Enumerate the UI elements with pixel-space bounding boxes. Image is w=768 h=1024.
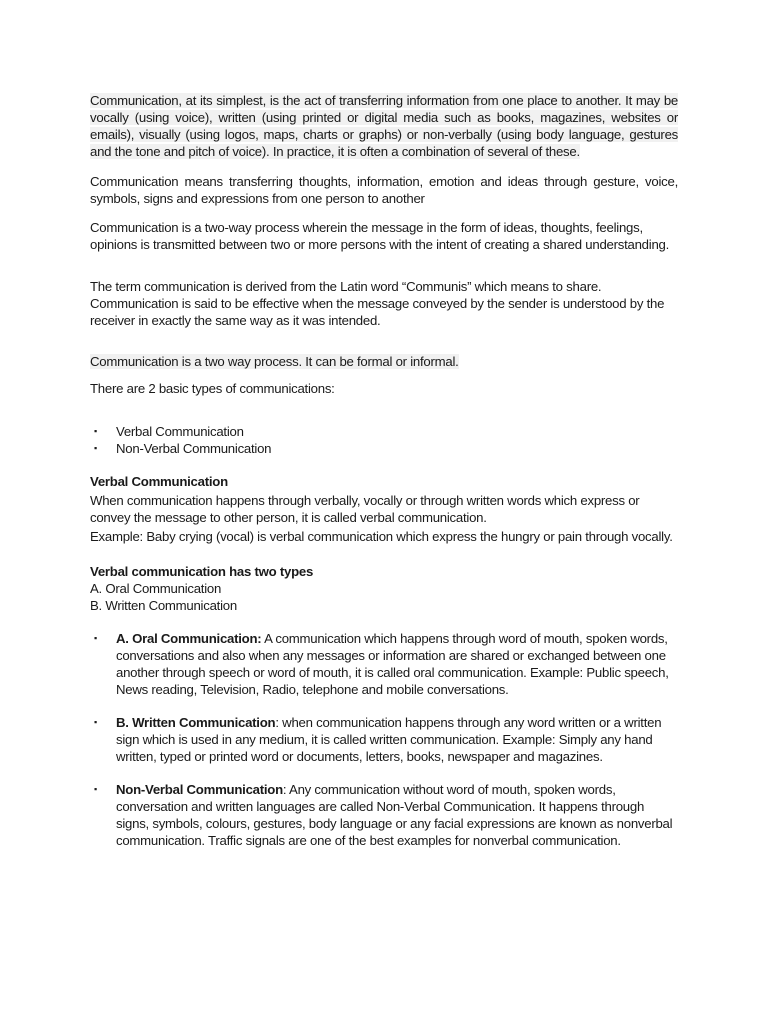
square-bullet-icon: ▪ [94, 784, 97, 794]
square-bullet-icon: ▪ [94, 426, 97, 436]
basic-types-list [90, 423, 678, 457]
document-page [90, 92, 678, 865]
highlighted-definition: Communication, at its simplest, is the act of transferring information from one place to another. It may be vocally (using voice), written (using printed or digital media such as books, magazines, websites or emails), visually (using logos, maps, charts or graphs) or non-verbally (using body language, gestures and the tone and pitch of voice). In practice, it is often a combination of several of these. [90, 93, 678, 159]
verbal-type-b: B. Written Communication [90, 598, 237, 613]
detail-text: A communication which happens through word of mouth, spoken words, conversations and also when any messages or information are shared or exchanged between one another through speech or word of mouth, it is called oral communication. Example: Public speech, News reading, Television, Radio, telephone and mobile conversations. [116, 631, 669, 697]
highlighted-formal-informal: Communication is a two way process. It can be formal or informal. [90, 354, 459, 369]
square-bullet-icon: ▪ [94, 633, 97, 643]
detail-text: : Any communication without word of mouth, spoken words, conversation and written languages are called Non-Verbal Communication. It happens through signs, symbols, colours, gestures, body language or any facial expressions are known as nonverbal communication. Traffic signals are one of the best examples for nonverbal communication. [116, 782, 673, 848]
detail-item-nonverbal [90, 781, 678, 849]
list-item-label: Non-Verbal Communication [116, 441, 272, 456]
definition-paragraph: Communication means transferring thoughts, information, emotion and ideas through gesture, voice, symbols, signs and expressions from one person to another [90, 174, 678, 206]
square-bullet-icon: ▪ [94, 443, 97, 453]
detail-item-oral [90, 630, 678, 698]
verbal-section [90, 473, 678, 545]
latin-origin-paragraph: The term communication is derived from the Latin word “Communis” which means to share. Communication is said to be effective when the message conveyed by the sender is understood by the receiver in exactly the same way as it was intended. [90, 279, 665, 328]
detail-item-written [90, 714, 678, 765]
detail-term: Non-Verbal Communication [116, 782, 283, 797]
list-item-label: Verbal Communication [116, 424, 244, 439]
verbal-definition: When communication happens through verbally, vocally or through written words which express or convey the message to other person, it is called verbal communication. [90, 493, 640, 525]
verbal-heading: Verbal Communication [90, 474, 228, 489]
detail-text: : when communication happens through any word written or a written sign which is used in any medium, it is called written communication. Example: Simply any hand written, typed or printed word or documents, letters, books, newspaper and magazines. [116, 715, 662, 764]
two-way-process-paragraph: Communication is a two-way process wherein the message in the form of ideas, thoughts, feelings, opinions is transmitted between two or more persons with the intent of creating a shared understanding. [90, 220, 670, 252]
detail-term: B. Written Communication [116, 715, 276, 730]
verbal-types-section [90, 563, 678, 614]
intro-paragraph [90, 92, 678, 160]
verbal-example: Example: Baby crying (vocal) is verbal communication which express the hungry or pain through vocally. [90, 529, 673, 544]
verbal-type-a: A. Oral Communication [90, 581, 222, 596]
verbal-types-heading: Verbal communication has two types [90, 564, 314, 579]
list-item [90, 423, 678, 440]
detail-term: A. Oral Communication: [116, 631, 262, 646]
square-bullet-icon: ▪ [94, 717, 97, 727]
list-item [90, 440, 678, 457]
formal-informal-paragraph [90, 353, 678, 370]
detail-list [90, 630, 678, 849]
basic-types-intro: There are 2 basic types of communications: [90, 381, 335, 396]
